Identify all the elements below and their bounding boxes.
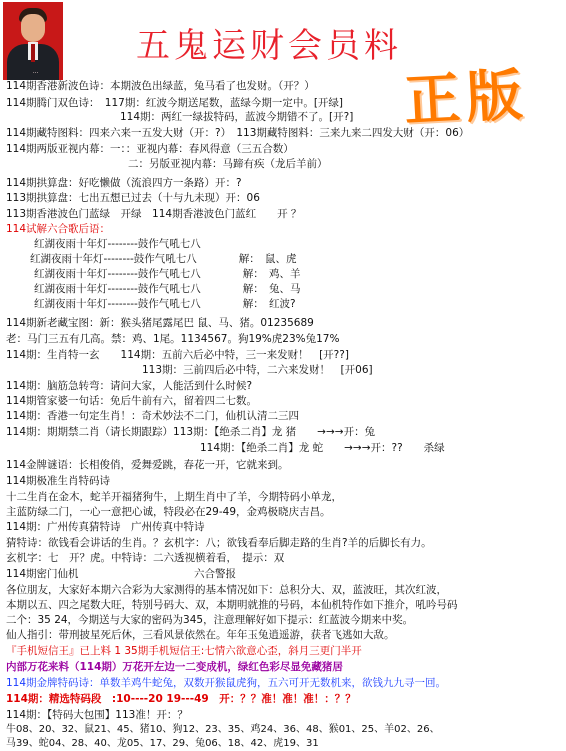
line-0: 114期香港新波色诗：本期波色出绿蓝，兔马看了也发财。（开？） xyxy=(6,80,315,92)
genuine-stamp: 正版 xyxy=(402,62,530,135)
page-title: 五鬼运财会员料 xyxy=(136,26,402,66)
line-20: 114期管家婆一句话：免后牛前有六，留着四二七数。 xyxy=(6,395,258,407)
line-28: 114期：广州传真猜特诗 广州传真中特诗 xyxy=(6,521,205,533)
line-26: 十二生肖在金木，蛇羊开福猪狗牛，上期生肖中了羊，今期特码小单龙， xyxy=(6,491,342,503)
line-33: 本期以五、四之尾数大旺，特别号码大、双，本期明就推的号码，本仙机特作如下推介，吼吟号码 xyxy=(6,599,458,611)
line-16: 老：马门三五有几高。禁：鸡、1尾。1134567。狗19%虎23%兔17% xyxy=(6,333,340,345)
line-15: 114期新老藏宝图：新：猴头猪尾露尾巴 鼠、马、猪。01235689 xyxy=(6,317,314,329)
line-10: 红湖夜雨十年灯--------鼓作气吼七八 xyxy=(34,238,201,250)
line-7: 113期拱算盘：七出五想已过去（十与九未现）开：06 xyxy=(6,192,260,204)
line-25: 114期极准生肖特码诗 xyxy=(6,475,111,487)
line-1: 114期腾门双色诗： 117期：红波今期送尾数，蓝绿今期一定中。[开绿] xyxy=(6,97,344,109)
line-34: 二个：35 24，今期送与大家的密码为345，注意理解好如下提示：红蓝波今期来中奖。 xyxy=(6,614,414,626)
line-40: 114期：【特码大包围】113准！开：？ xyxy=(6,709,188,721)
line-13: 红湖夜雨十年灯--------鼓作气吼七八 解： 兔、马 xyxy=(34,283,301,295)
line-32: 各位朋友，大家好本期六合彩为大家测得的基本情况如下：总积分大、双，蓝波旺，其次红波， xyxy=(6,584,447,596)
line-30: 玄机字：七 开？虎。中特诗：二六透视横着看， 提示：双 xyxy=(6,552,285,564)
line-2: 114期：两红一绿拔特码，蓝波今期错不了。[开?] xyxy=(120,111,354,123)
line-3: 114期藏特图料：四来六来一五发大财（开：?） 113期藏特图料：三来九来二四发大财（开：06） xyxy=(6,127,470,139)
line-14: 红湖夜雨十年灯--------鼓作气吼七八 解： 红波? xyxy=(34,298,296,310)
photo-tie xyxy=(31,44,35,62)
line-17: 114期：生肖特一玄 114期：五前六后必中特，三一来发财！ [开??] xyxy=(6,349,349,361)
line-29: 猜特诗：欲钱看会讲话的生肖。？玄机字：八；欲钱看奉后脚走路的生肖?羊的后脚长有力。 xyxy=(6,537,432,549)
line-12: 红湖夜雨十年灯--------鼓作气吼七八 解： 鸡、羊 xyxy=(34,268,301,280)
line-9: 114试解六合歌后语： xyxy=(6,223,111,235)
line-8: 113期香港波色门蓝绿 开绿 114期香港波色门蓝红 开 ？ xyxy=(6,208,302,220)
photo-face xyxy=(21,14,45,42)
line-36: 『手机短信王』已上料 1 35期手机短信王:七情六欲意心歪，斜月三更门半开 xyxy=(6,645,362,657)
line-39: 114期：精选特码段 :10----20 19---49 开：？？准！准！准！：？？ xyxy=(6,693,356,705)
line-38: 114期金牌特码诗：单数羊鸡牛蛇兔，双数开猴鼠虎狗，五六可开无数机来，欲钱九九寻一回。 xyxy=(6,677,447,689)
line-42: 马39、蛇04、28、40、龙05、17、29、兔06、18、42、虎19、31 xyxy=(6,738,319,749)
line-24: 114金牌谜语：长相俊俏，爱舞爱跳，春花一开，它就来到。 xyxy=(6,459,289,471)
line-23: 114期：【绝杀二肖】龙 蛇 →→→开：?? 杀绿 xyxy=(200,442,445,454)
line-37: 内部万花来料（114期）万花开左边一二变成机，绿红色彩尽显免藏猪居 xyxy=(6,661,343,673)
host-photo xyxy=(3,2,63,80)
line-6: 114期拱算盘：好吃懒做（流浪四方一条路）开：? xyxy=(6,177,242,189)
line-27: 主蓝防绿二门，一心一意把心诚，特段必在29-49，金鸡极晓庆吉昌。 xyxy=(6,506,331,518)
line-21: 114期：香港一句定生肖！：奇术妙法不二门，仙机认清二三四 xyxy=(6,410,300,422)
line-5: 二：另版亚视内幕：马蹄有疾（龙后羊前） xyxy=(128,158,328,170)
photo-signature: ... xyxy=(33,68,39,75)
line-22: 114期：期期禁二肖（请长期跟踪）113期：【绝杀二肖】龙 猪 →→→开：兔 xyxy=(6,426,376,438)
line-41: 牛08、20、32、鼠21、45、猪10、狗12、23、35、鸡24、36、48、猴01、25、羊02、26、 xyxy=(6,724,440,735)
line-18: 113期：三前四后必中特，二六来发财！ [开06] xyxy=(142,364,373,376)
line-31: 114期密门仙机 六合警报 xyxy=(6,568,237,580)
line-11: 红湖夜雨十年灯--------鼓作气吼七八 解： 鼠、虎 xyxy=(30,253,297,265)
line-35: 仙人指引：带刑披星死后休，三看风景依然在。年年玉兔逍遥游，获者飞逃如大敌。 xyxy=(6,629,395,641)
line-4: 114期两版亚视内幕：一：：亚视内幕：春风得意（三五合数） xyxy=(6,143,294,155)
line-19: 114期：脑筋急转弯：请问大家，人能活到什么时候? xyxy=(6,380,253,392)
